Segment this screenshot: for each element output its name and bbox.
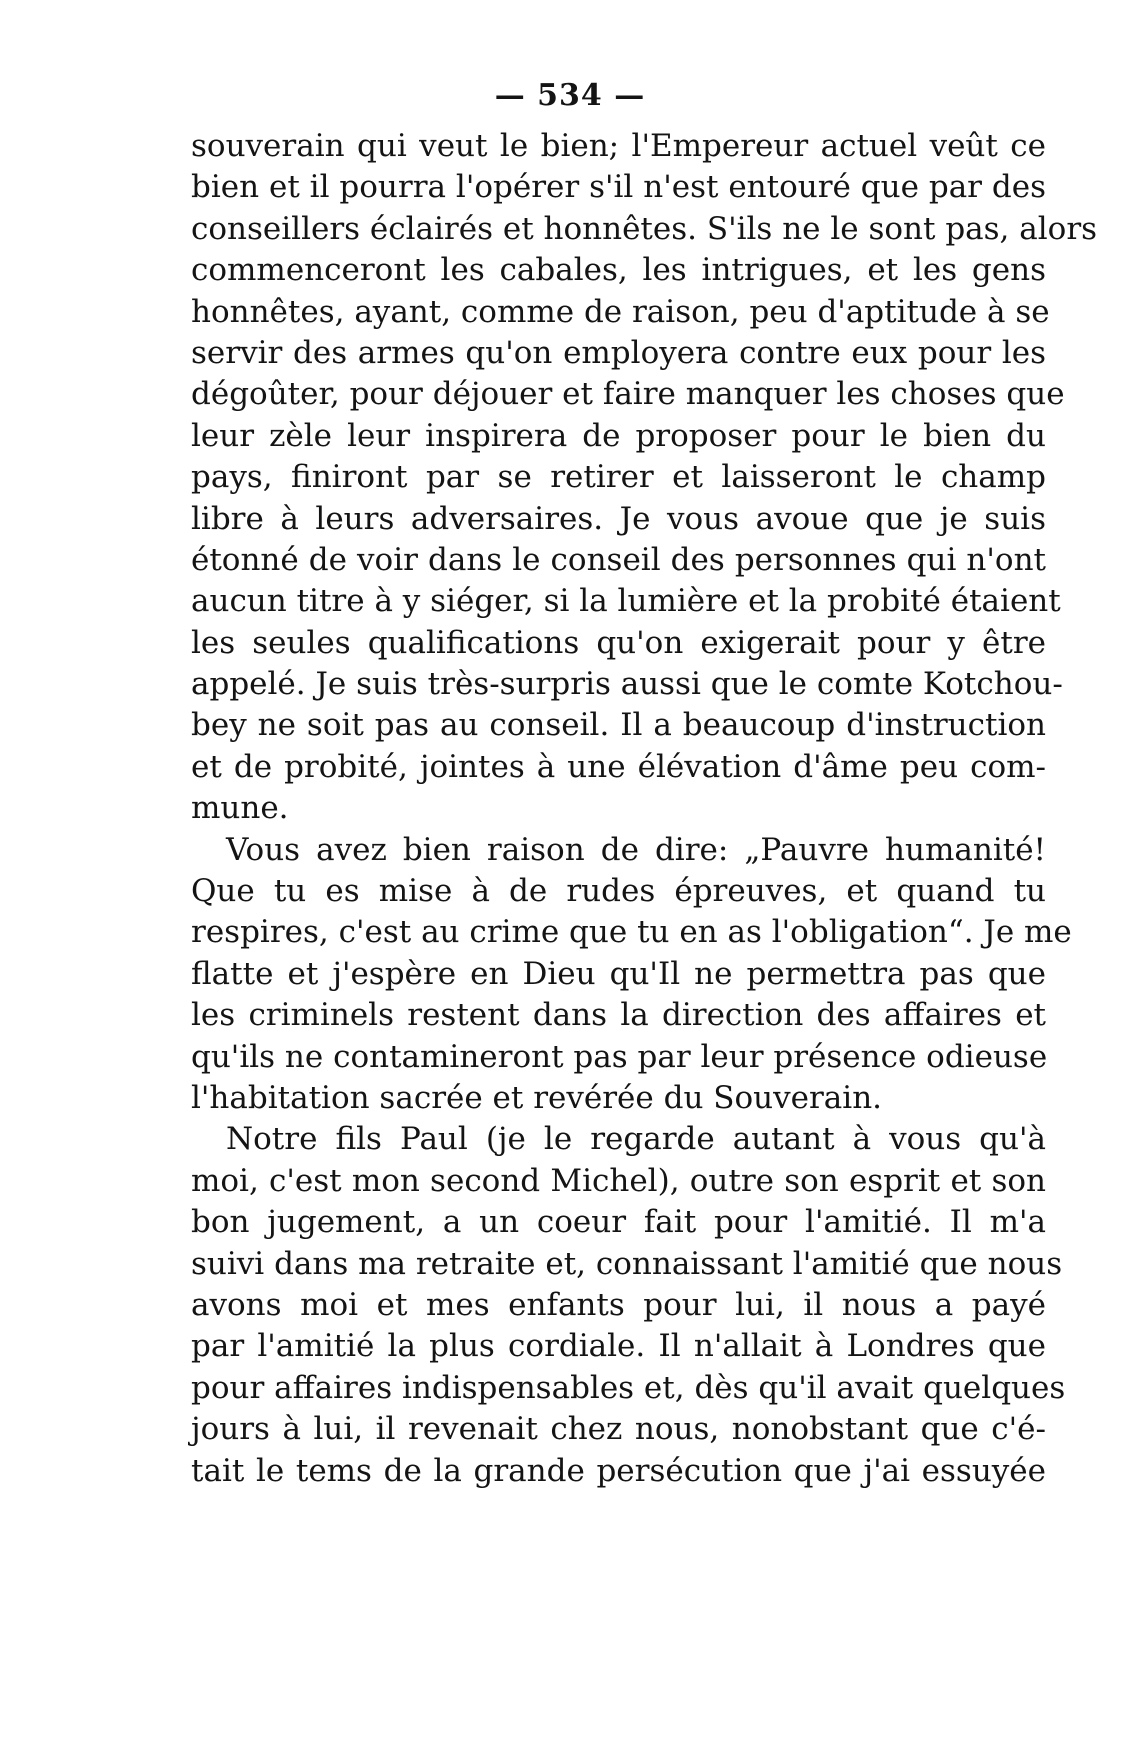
text-line: aucun titre à y siéger, si la lumière et la probité étaient xyxy=(191,583,1061,620)
text-line: souverain qui veut le bien; l'Empereur actuel veût ce xyxy=(191,128,1046,164)
text-line: conseillers éclairés et honnêtes. S'ils ne le sont pas, alors xyxy=(191,210,1098,247)
text-line: servir des armes qu'on employera contre eux pour les xyxy=(191,334,1046,371)
text-line: honnêtes, ayant, comme de raison, peu d'aptitude à se xyxy=(191,293,1050,330)
text-line: Notre fils Paul (je le regarde autant à vous qu'à xyxy=(226,1121,1046,1158)
text-line: pour affaires indispensables et, dès qu'il avait quelques xyxy=(191,1369,1066,1406)
text-line: par l'amitié la plus cordiale. Il n'allait à Londres que xyxy=(191,1328,1046,1365)
text-line: les seules qualifications qu'on exigerait pour y être xyxy=(191,624,1046,661)
text-line: les criminels restent dans la direction des affaires et xyxy=(191,997,1046,1034)
text-line: qu'ils ne contamineront pas par leur présence odieuse xyxy=(191,1038,1048,1075)
text-line: appelé. Je suis très-surpris aussi que le comte Kotchou- xyxy=(191,666,1063,703)
text-line: étonné de voir dans le conseil des personnes qui n'ont xyxy=(191,541,1046,578)
text-line: dégoûter, pour déjouer et faire manquer les choses que xyxy=(191,376,1065,413)
text-line: bien et il pourra l'opérer s'il n'est entouré que par des xyxy=(191,169,1046,206)
text-line: Que tu es mise à de rudes épreuves, et quand tu xyxy=(191,873,1046,910)
text-line: jours à lui, il revenait chez nous, nonobstant que c'é- xyxy=(191,1411,1046,1448)
page-number: — 534 — xyxy=(494,78,646,113)
paragraph-2 xyxy=(191,830,1072,1120)
text-line: suivi dans ma retraite et, connaissant l'amitié que nous xyxy=(191,1245,1063,1282)
text-line: commenceront les cabales, les intrigues, et les gens xyxy=(191,252,1046,289)
text-line: libre à leurs adversaires. Je vous avoue que je suis xyxy=(191,500,1046,537)
paragraph-1 xyxy=(191,126,1098,830)
text-line: respires, c'est au crime que tu en as l'obligation“. Je me xyxy=(191,914,1072,951)
text-line: Vous avez bien raison de dire: „Pauvre humanité! xyxy=(226,831,1046,868)
text-line: et de probité, jointes à une élévation d'âme peu com- xyxy=(191,748,1046,785)
text-line: flatte et j'espère en Dieu qu'Il ne permettra pas que xyxy=(191,955,1046,992)
text-line: l'habitation sacrée et revérée du Souverain. xyxy=(191,1079,883,1116)
text-line: bey ne soit pas au conseil. Il a beaucoup d'instruction xyxy=(191,707,1046,744)
text-line: mune. xyxy=(191,790,289,827)
text-line: tait le tems de la grande persécution que j'ai essuyée xyxy=(191,1452,1046,1489)
text-line: avons moi et mes enfants pour lui, il nous a payé xyxy=(191,1286,1046,1323)
text-line: leur zèle leur inspirera de proposer pour le bien du xyxy=(191,417,1046,454)
paragraph-3 xyxy=(191,1119,1066,1492)
body-text xyxy=(191,126,1098,1492)
text-line: moi, c'est mon second Michel), outre son esprit et son xyxy=(191,1162,1046,1199)
text-line: bon jugement, a un coeur fait pour l'amitié. Il m'a xyxy=(191,1204,1046,1241)
text-line: pays, finiront par se retirer et laisseront le champ xyxy=(191,459,1046,496)
